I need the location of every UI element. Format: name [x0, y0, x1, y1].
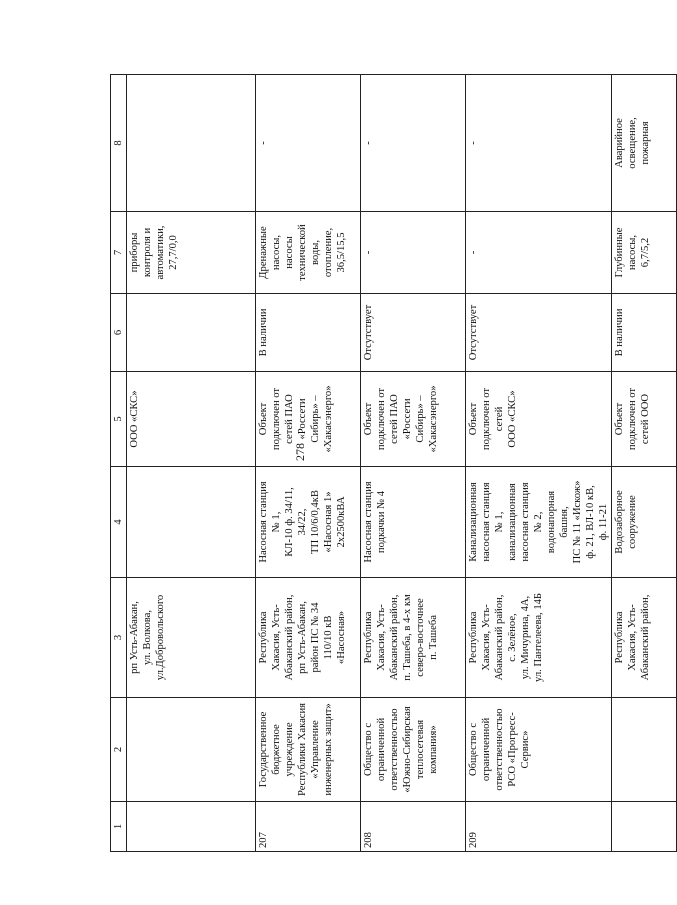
cell-power-source: Объект подключен от сетей ООО «СКС» — [468, 387, 518, 451]
cell-object: Насосная станция подкачки № 4 — [363, 481, 387, 563]
cell-emergency: - — [468, 141, 479, 145]
data-table — [110, 74, 677, 852]
cell-object: Насосная станция № 1, КЛ-10 ф. 34/11, 34/22, ТП 10/6/0,4кВ «Насосная 1» 2х2500кВА — [258, 481, 347, 563]
cell-power-source: Объект подключен от сетей ПАО «Россети Сибирь» – «Хакасэнерго» — [258, 385, 334, 453]
cell-equipment: приборы контроля и автоматики, 27,7/0,0 — [129, 225, 179, 280]
cell-equipment: Дренажные насосы, насосы технической воды, отопление, 36,5/15,5 — [258, 224, 347, 281]
cell-availability: В наличии — [258, 308, 269, 357]
column-header: 8 — [111, 75, 127, 212]
cell-emergency: Аварийное освещение, пожарная — [614, 117, 651, 169]
cell-object: Водозаборное сооружение — [614, 490, 638, 554]
cell-number: 209 — [468, 832, 479, 848]
cell-emergency: - — [258, 141, 269, 145]
cell-availability: Отсутствует — [468, 304, 479, 361]
table-row — [612, 75, 677, 852]
cell-availability: В наличии — [614, 308, 625, 357]
column-header: 1 — [111, 802, 127, 852]
column-header: 4 — [111, 467, 127, 578]
cell-address: рп Усть-Абакан, ул. Волкова, ул.Добровольского — [129, 594, 166, 681]
page-number: 278 — [293, 443, 307, 461]
cell-power-source: ООО «СКС» — [129, 390, 140, 448]
table-row — [127, 75, 256, 852]
cell-equipment: - — [363, 250, 374, 255]
rotated-page — [110, 75, 651, 852]
cell-address: Республика Хакасия, Усть- Абаканский район, п. Ташеба, в 4-х км северо-восточнее п. Ташеба — [363, 594, 439, 681]
cell-equipment: - — [468, 250, 479, 255]
cell-availability: Отсутствует — [363, 304, 374, 361]
cell-organization: Общество с ограниченной ответственностью «Южно-Сибирская теплосетевая компания» — [363, 706, 439, 793]
table-row — [256, 75, 361, 852]
cell-emergency: - — [363, 141, 374, 145]
column-header: 6 — [111, 294, 127, 372]
cell-object: Канализационная насосная станция № 1, канализационная насосная станция № 2, водонапорная башня, ПС № 11 «Искож» ф. 21, ВЛ-10 кВ, ф. 11-21 — [468, 480, 609, 564]
cell-organization: Общество с ограниченной ответственностью РСО «Прогресс- Сервис» — [468, 708, 531, 791]
column-header: 7 — [111, 212, 127, 294]
column-header: 5 — [111, 372, 127, 467]
table-row — [466, 75, 612, 852]
table-row — [361, 75, 466, 852]
cell-organization: Государственное бюджетное учреждение Республики Хакасия «Управление инженерных защит» — [258, 702, 334, 797]
cell-power-source: Объект подключен от сетей ПАО «Россети Сибирь» – «Хакасэнерго» — [363, 385, 439, 453]
header-row — [111, 75, 127, 852]
cell-number: 208 — [363, 832, 374, 848]
cell-address: Республика Хакасия, Усть- Абаканский район, рп Усть-Абакан, район ПС № 34 110/10 кВ «Насосная» — [258, 594, 347, 681]
cell-equipment: Глубинные насосы, 6,7/5,2 — [614, 227, 651, 278]
cell-power-source: Объект подключен от сетей ООО — [614, 387, 651, 451]
cell-address: Республика Хакасия, Усть- Абаканский район, — [614, 594, 651, 681]
column-header: 2 — [111, 698, 127, 802]
column-header: 3 — [111, 578, 127, 698]
cell-address: Республика Хакасия, Усть- Абаканский район, с. Зелёное, ул. Мичурина, 4А, ул. Пантелеева, 14Б — [468, 593, 544, 682]
cell-number: 207 — [258, 832, 269, 848]
